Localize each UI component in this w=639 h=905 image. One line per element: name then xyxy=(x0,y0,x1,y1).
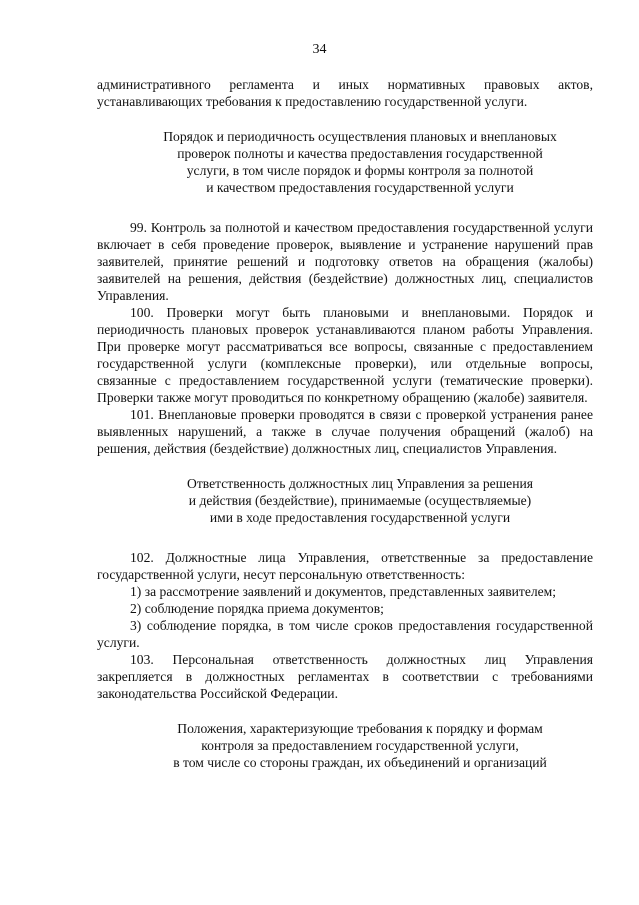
list-item-1: 1) за рассмотрение заявлений и документов, представленных заявителем; xyxy=(130,584,557,599)
heading-line: и действия (бездействие), принимаемые (осуществляемые) xyxy=(188,493,532,508)
heading-line: услуги, в том числе порядок и формы контроля за полнотой xyxy=(186,163,534,178)
paragraph-100: 100. Проверки могут быть плановыми и внеплановыми. Порядок и периодичность плановых проверок устанавливаются планом работы Управления. При проверке могут рассматриваться все вопросы, связанные с предоставлением государственной услуги (комплексные проверки), или отдельные вопросы, связанные с предоставлением государственной услуги (тематические проверки). Проверки также могут проводиться по конкретному обращению (жалобе) заявителя. xyxy=(97,305,593,405)
list-item-3: 3) соблюдение порядка, в том числе сроков предоставления государственной услуги. xyxy=(97,618,593,650)
paragraph-103: 103. Персональная ответственность должностных лиц Управления закрепляется в должностных регламентах в соответствии с требованиями законодательства Российской Федерации. xyxy=(97,652,593,701)
heading-line: ими в ходе предоставления государственной услуги xyxy=(209,510,511,525)
section-heading-responsibility xyxy=(97,475,593,526)
heading-line: Ответственность должностных лиц Управления за решения xyxy=(187,476,533,491)
page-number: 34 xyxy=(312,42,327,57)
paragraph-102: 102. Должностные лица Управления, ответственные за предоставление государственной услуги, несут персональную ответственность: xyxy=(97,550,593,582)
list-item-2: 2) соблюдение порядка приема документов; xyxy=(130,601,384,616)
page-content xyxy=(97,76,593,771)
heading-line: проверок полноты и качества предоставления государственной xyxy=(177,146,543,161)
paragraph-99: 99. Контроль за полнотой и качеством предоставления государственной услуги включает в себя проведение проверок, выявление и устранение нарушений прав заявителей, принятие решений и подготовку ответов на обращения (жалобы) заявителей на решения, действия (бездействие) должностных лиц, специалистов Управления. xyxy=(97,220,593,303)
section-heading-control-procedure xyxy=(97,128,593,196)
heading-line: в том числе со стороны граждан, их объединений и организаций xyxy=(173,755,547,770)
intro-paragraph: административного регламента и иных нормативных правовых актов, устанавливающих требования к предоставлению государственной услуги. xyxy=(97,77,593,109)
heading-line: контроля за предоставлением государственной услуги, xyxy=(201,738,519,753)
heading-line: Порядок и периодичность осуществления плановых и внеплановых xyxy=(163,129,557,144)
heading-line: и качеством предоставления государственной услуги xyxy=(206,180,514,195)
paragraph-101: 101. Внеплановые проверки проводятся в связи с проверкой устранения ранее выявленных нарушений, а также в случае получения обращений (жалоб) на решения, действия (бездействие) должностных лиц, специалистов Управления. xyxy=(97,407,593,456)
heading-line: Положения, характеризующие требования к порядку и формам xyxy=(177,721,543,736)
section-heading-control-requirements xyxy=(97,720,593,771)
